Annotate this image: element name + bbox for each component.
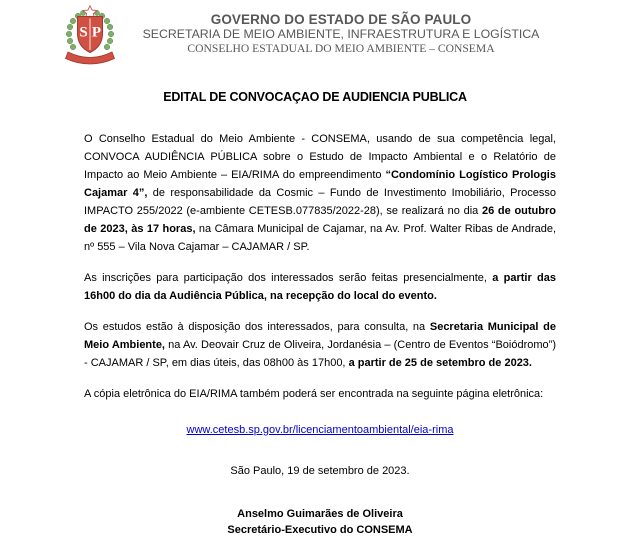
paragraph-convocation: O Conselho Estadual do Meio Ambiente - CONSEMA, usando de sua competência legal, CONVOCA AUDIÊNCIA PÚBLICA sobre o Estudo de Impacto Ambiental e o Relatório de Impacto ao Meio Ambiente – EIA/RIMA do empreendimento “Condomínio Logístico Prologis Cajamar 4”, de responsabilidade da Cosmic – Fundo de Investimento Imobiliário, Processo IMPACTO 255/2022 (e-ambiente CETESB.077835/2022-28), se realizará no dia 26 de outubro de 2023, às 17 horas, na Câmara Municipal de Cajamar, na Av. Prof. Walter Ribas de Andrade, nº 555 – Vila Nova Cajamar – CAJAMAR / SP. bbox=[84, 133, 557, 253]
eia-rima-link[interactable]: www.cetesb.sp.gov.br/licenciamentoambiental/eia-rima bbox=[186, 424, 454, 436]
org-line-secretariat: SECRETARIA DE MEIO AMBIENTE, INFRAESTRUTURA E LOGÍSTICA bbox=[142, 27, 540, 41]
date-line: São Paulo, 19 de setembro de 2023. bbox=[230, 465, 410, 477]
monogram-s: S bbox=[79, 24, 88, 41]
paragraph-inscriptions: As inscrições para participação dos interessados serão feitas presencialmente, a partir das 16h00 do dia da Audiência Pública, na recepção do local do evento. bbox=[84, 272, 556, 302]
paragraph-studies-availability: Os estudos estão à disposição dos interessados, para consulta, na Secretaria Municipal de Meio Ambiente, na Av. Deovair Cruz de Oliveira, Jordanésia – (Centro de Eventos “Boiódromo”) - CAJAMAR / SP, em dias úteis, das 08h00 às 17h00, a partir de 25 de setembro de 2023. bbox=[84, 321, 556, 369]
paragraph-electronic-copy: A cópia eletrônica do EIA/RIMA também poderá ser encontrada na seguinte página eletrônica: bbox=[84, 388, 544, 400]
document-header bbox=[0, 4, 630, 68]
link-line bbox=[84, 420, 556, 438]
org-line-council: CONSELHO ESTADUAL DO MEIO AMBIENTE – CONSEMA bbox=[187, 42, 495, 55]
sao-paulo-coat-of-arms-icon bbox=[63, 5, 117, 71]
ribbon-shape bbox=[66, 52, 115, 64]
header-org-block bbox=[126, 4, 556, 56]
signature-name: Anselmo Guimarães de Oliveira bbox=[237, 508, 403, 520]
document-body bbox=[84, 130, 556, 538]
document-title: EDITAL DE CONVOCAÇAO DE AUDIENCIA PUBLICA bbox=[163, 90, 467, 104]
monogram-p: P bbox=[91, 24, 102, 41]
signature-block bbox=[84, 506, 556, 538]
org-line-government: GOVERNO DO ESTADO DE SÃO PAULO bbox=[210, 12, 472, 27]
signature-role: Secretário-Executivo do CONSEMA bbox=[227, 524, 413, 536]
